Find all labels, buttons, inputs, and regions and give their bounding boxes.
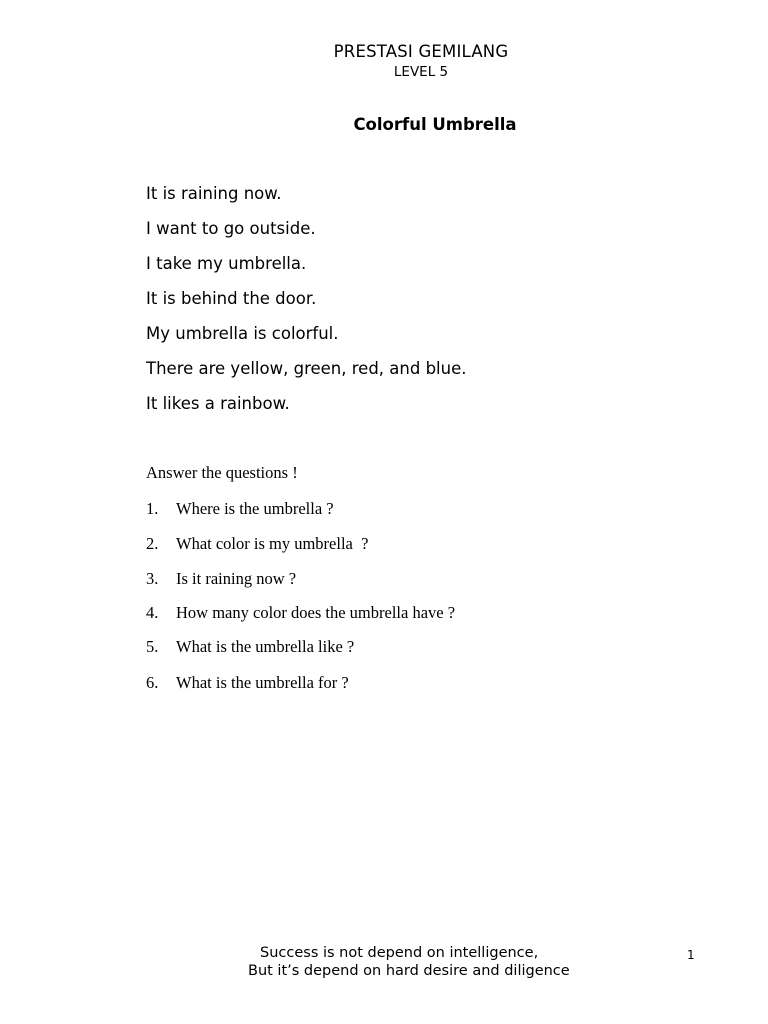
story-line: It likes a rainbow. xyxy=(146,394,290,413)
question-number: 5. xyxy=(146,637,159,656)
header-title: PRESTASI GEMILANG xyxy=(333,42,509,61)
question-text: Where is the umbrella ? xyxy=(176,499,334,518)
story-line: It is raining now. xyxy=(146,184,282,203)
question-number: 3. xyxy=(146,569,159,588)
header-level: LEVEL 5 xyxy=(393,64,449,80)
question-text: How many color does the umbrella have ? xyxy=(176,603,456,622)
question-text: What is the umbrella like ? xyxy=(176,637,355,656)
story-line: There are yellow, green, red, and blue. xyxy=(146,359,467,378)
story-title: Colorful Umbrella xyxy=(353,115,517,134)
question-text: Is it raining now ? xyxy=(176,569,297,588)
question-number: 4. xyxy=(146,603,159,622)
question-text: What color is my umbrella ? xyxy=(176,534,369,553)
story-line: I take my umbrella. xyxy=(146,254,307,273)
question-text: What is the umbrella for ? xyxy=(176,673,349,692)
footer-quote-line2: But it’s depend on hard desire and diligence xyxy=(248,963,570,979)
question-number: 1. xyxy=(146,499,159,518)
questions-instruction: Answer the questions ! xyxy=(146,463,298,482)
question-number: 2. xyxy=(146,534,159,553)
story-line: I want to go outside. xyxy=(146,219,316,238)
page-number: 1 xyxy=(687,948,695,962)
question-number: 6. xyxy=(146,673,159,692)
story-line: It is behind the door. xyxy=(146,289,317,308)
story-line: My umbrella is colorful. xyxy=(146,324,339,343)
footer-quote-line1: Success is not depend on intelligence, xyxy=(260,945,539,961)
